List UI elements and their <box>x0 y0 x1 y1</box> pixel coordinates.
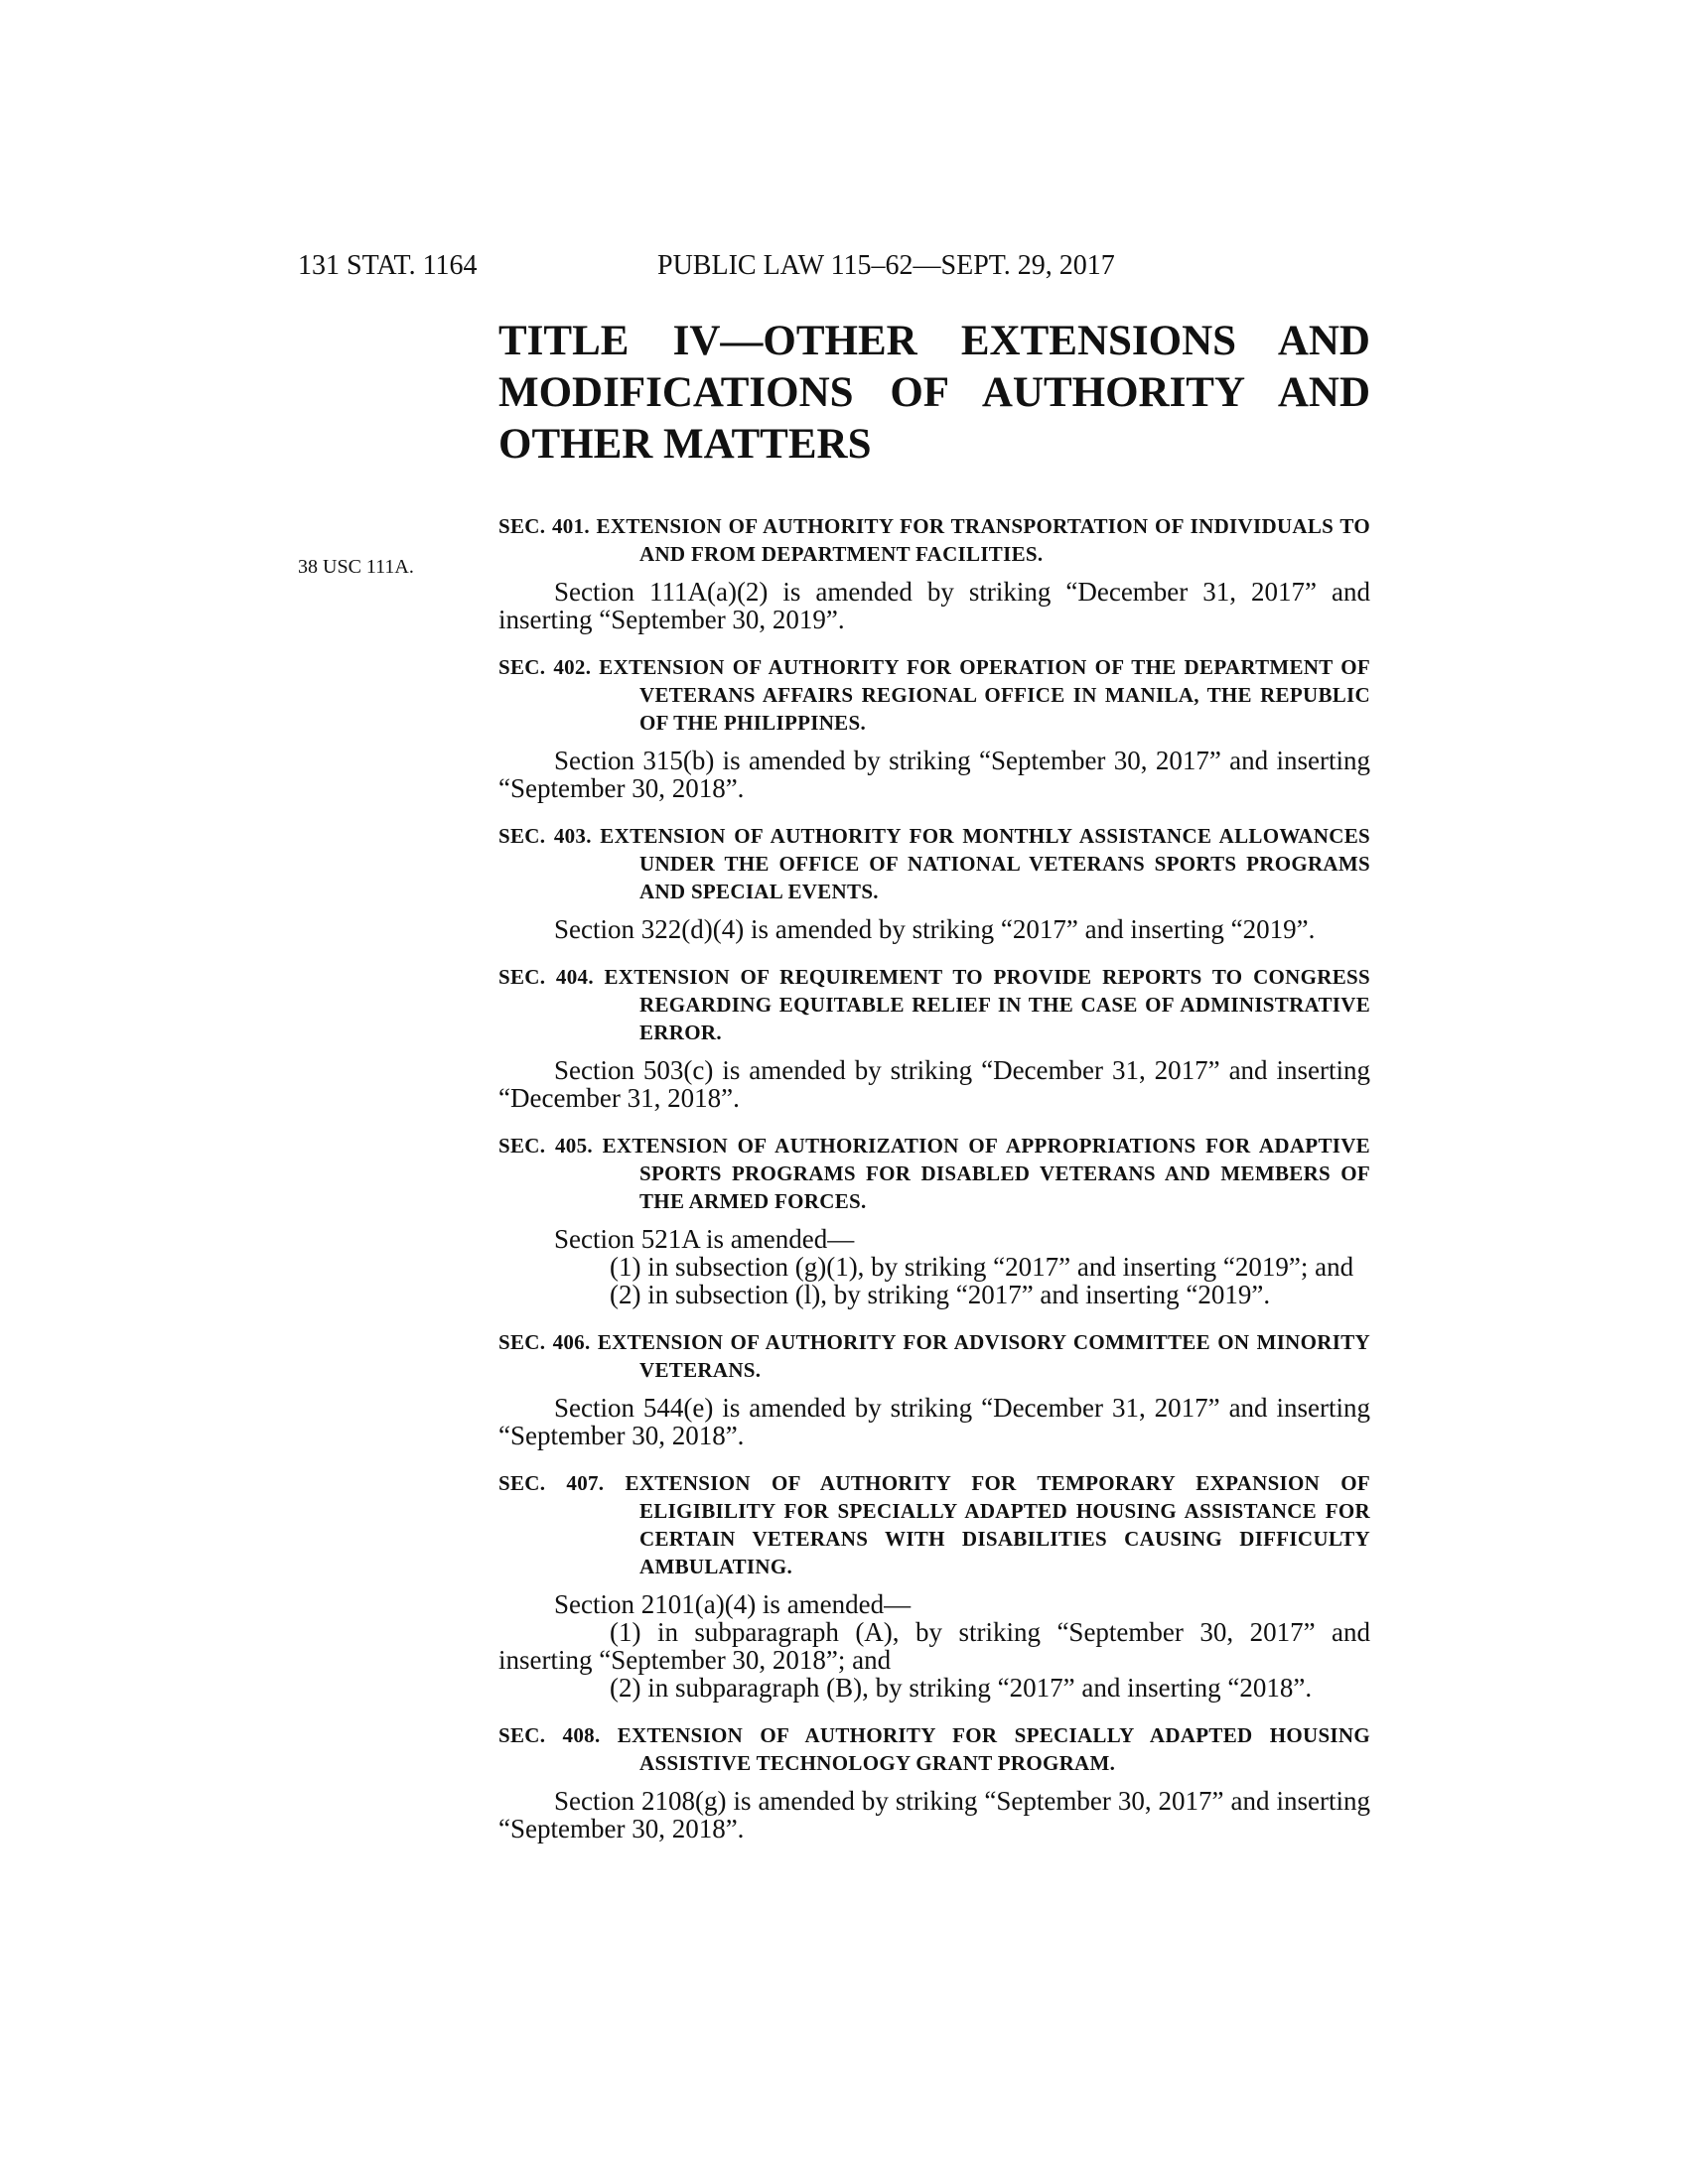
section-403 <box>498 822 1370 943</box>
section-body <box>498 578 1370 633</box>
section-paragraph: Section 544(e) is amended by striking “December 31, 2017” and inserting “September 30, 2018”. <box>498 1393 1370 1450</box>
section-paragraph: Section 315(b) is amended by striking “September 30, 2017” and inserting “September 30, 2018”. <box>498 746 1370 803</box>
section-401 <box>498 512 1370 633</box>
section-body <box>498 747 1370 802</box>
section-body <box>498 1056 1370 1112</box>
list-item: (2) in subparagraph (B), by striking “2017” and inserting “2018”. <box>610 1673 1313 1703</box>
title-line: OTHER MATTERS <box>498 421 872 468</box>
title-line: MODIFICATIONS OF AUTHORITY AND <box>498 369 1370 416</box>
section-402 <box>498 653 1370 802</box>
section-heading: SEC. 404. EXTENSION OF REQUIREMENT TO PROVIDE REPORTS TO CONGRESS REGARDING EQUITABLE RELIEF IN THE CASE OF ADMINISTRATIVE ERROR. <box>498 965 1370 1044</box>
section-body <box>498 915 1370 943</box>
section-paragraph: Section 111A(a)(2) is amended by striking “December 31, 2017” and inserting “September 30, 2019”. <box>498 577 1370 634</box>
section-406 <box>498 1328 1370 1449</box>
title-line: TITLE IV—OTHER EXTENSIONS AND <box>498 318 1370 364</box>
margin-note: 38 USC 111A. <box>298 556 414 578</box>
section-heading: SEC. 408. EXTENSION OF AUTHORITY FOR SPECIALLY ADAPTED HOUSING ASSISTIVE TECHNOLOGY GRANT PROGRAM. <box>498 1723 1370 1775</box>
section-heading: SEC. 405. EXTENSION OF AUTHORIZATION OF APPROPRIATIONS FOR ADAPTIVE SPORTS PROGRAMS FOR DISABLED VETERANS AND MEMBERS OF THE ARMED FORCES. <box>498 1134 1370 1213</box>
section-404 <box>498 963 1370 1112</box>
section-407 <box>498 1469 1370 1702</box>
section-paragraph: Section 2108(g) is amended by striking “September 30, 2017” and inserting “September 30, 2018”. <box>498 1786 1370 1843</box>
section-body <box>498 1590 1370 1702</box>
section-heading: SEC. 403. EXTENSION OF AUTHORITY FOR MONTHLY ASSISTANCE ALLOWANCES UNDER THE OFFICE OF NATIONAL VETERANS SPORTS PROGRAMS AND SPECIAL EVENTS. <box>498 824 1370 903</box>
section-heading: SEC. 401. EXTENSION OF AUTHORITY FOR TRANSPORTATION OF INDIVIDUALS TO AND FROM DEPARTMENT FACILITIES. <box>498 514 1370 566</box>
list-item: (1) in subparagraph (A), by striking “September 30, 2017” and inserting “September 30, 2018”; and <box>498 1617 1370 1675</box>
section-paragraph: Section 503(c) is amended by striking “December 31, 2017” and inserting “December 31, 2018”. <box>498 1055 1370 1113</box>
section-heading: SEC. 407. EXTENSION OF AUTHORITY FOR TEMPORARY EXPANSION OF ELIGIBILITY FOR SPECIALLY ADAPTED HOUSING ASSISTANCE FOR CERTAIN VETERANS WITH DISABILITIES CAUSING DIFFICULTY AMBULATING. <box>498 1471 1370 1578</box>
section-paragraph: Section 2101(a)(4) is amended— <box>554 1589 912 1619</box>
page-body <box>498 316 1370 1862</box>
section-408 <box>498 1721 1370 1843</box>
list-item: (1) in subsection (g)(1), by striking “2017” and inserting “2019”; and <box>610 1252 1354 1282</box>
running-head <box>298 250 1370 290</box>
stat-page-number: 131 STAT. 1164 <box>298 250 478 281</box>
section-heading: SEC. 406. EXTENSION OF AUTHORITY FOR ADVISORY COMMITTEE ON MINORITY VETERANS. <box>498 1330 1370 1382</box>
section-body <box>498 1394 1370 1449</box>
section-paragraph: Section 322(d)(4) is amended by striking “2017” and inserting “2019”. <box>554 914 1316 944</box>
page-title <box>498 316 1370 471</box>
section-405 <box>498 1132 1370 1308</box>
public-law-citation: PUBLIC LAW 115–62—SEPT. 29, 2017 <box>657 250 1115 281</box>
section-paragraph: Section 521A is amended— <box>554 1224 855 1254</box>
section-heading: SEC. 402. EXTENSION OF AUTHORITY FOR OPERATION OF THE DEPARTMENT OF VETERANS AFFAIRS REGIONAL OFFICE IN MANILA, THE REPUBLIC OF THE PHILIPPINES. <box>498 655 1370 735</box>
section-body <box>498 1225 1370 1308</box>
section-body <box>498 1787 1370 1843</box>
list-item: (2) in subsection (l), by striking “2017” and inserting “2019”. <box>610 1280 1271 1309</box>
